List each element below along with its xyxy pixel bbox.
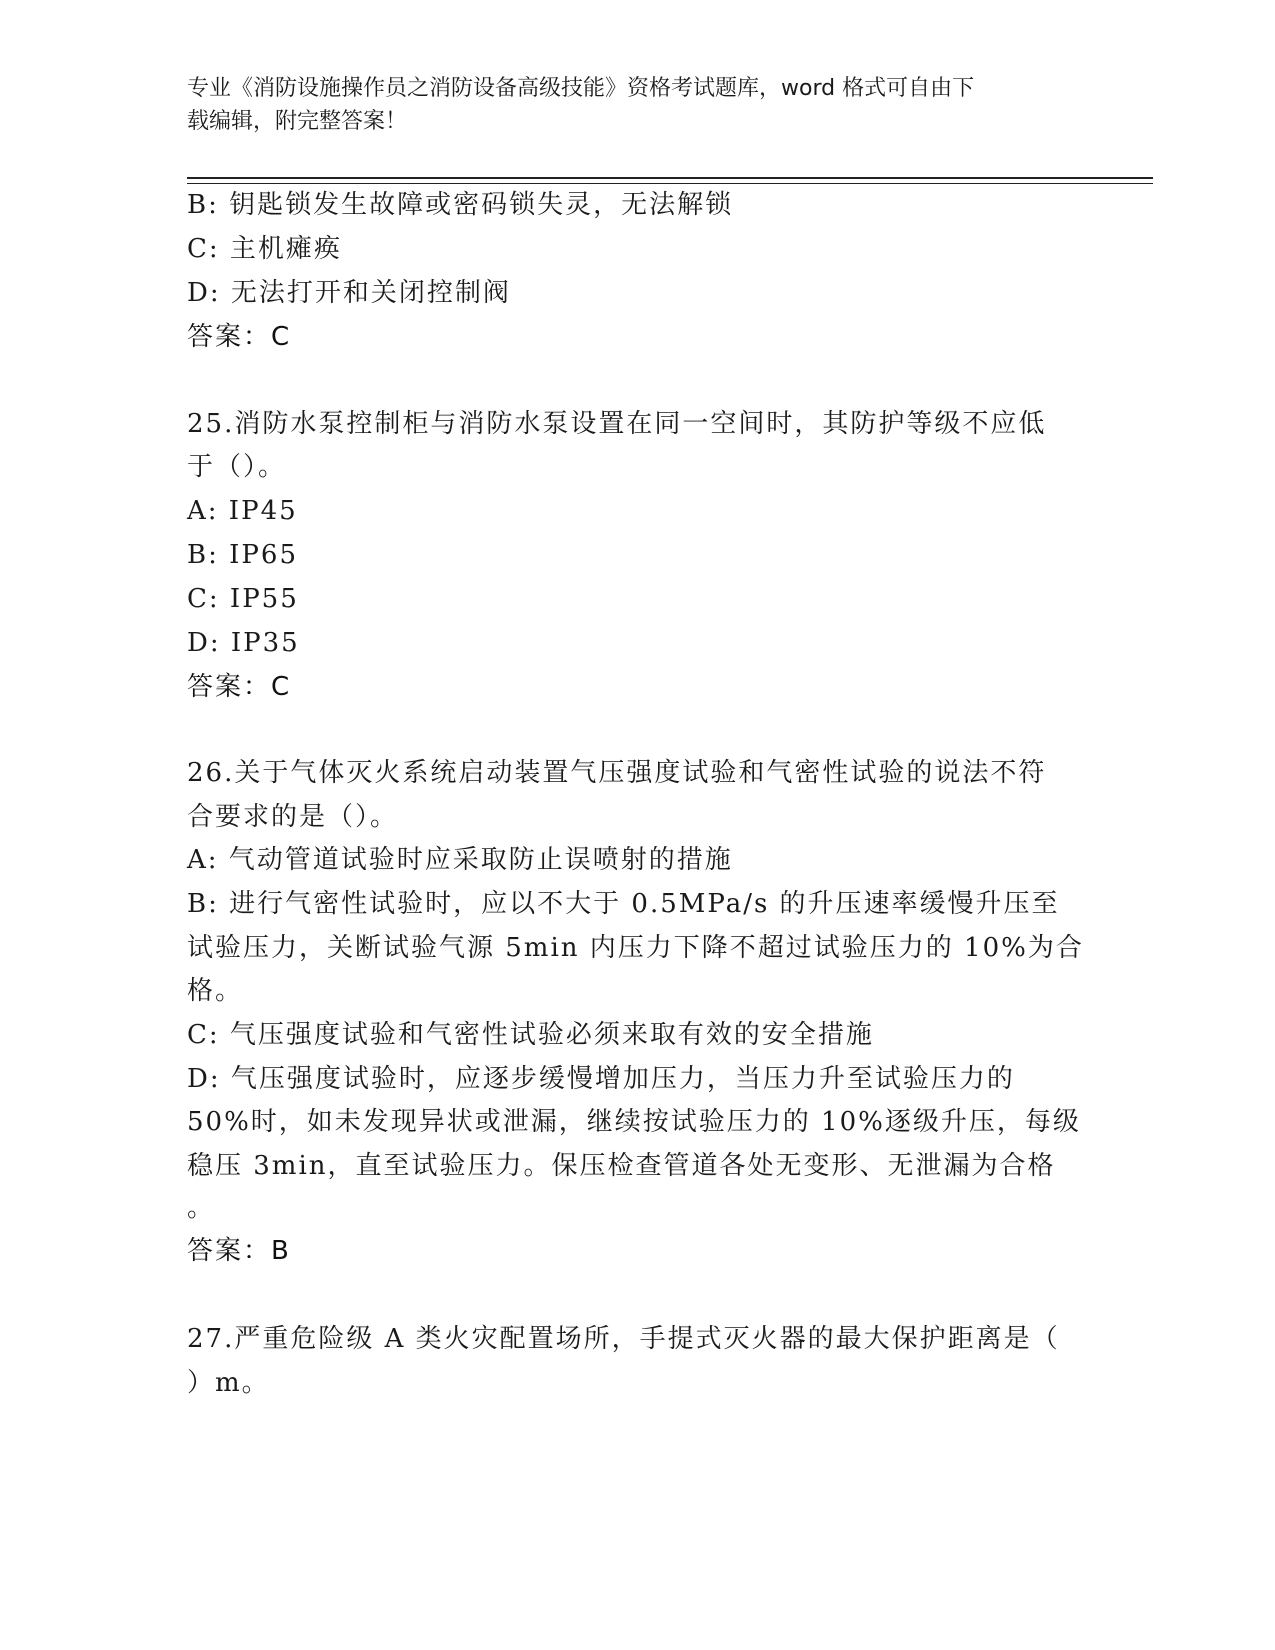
q24-option-d: D: 无法打开和关闭控制阀 <box>187 278 511 308</box>
q26-option-b-line-2: 试验压力，关断试验气源 5min 内压力下降不超过试验压力的 10%为合 <box>187 933 1084 963</box>
q26-option-c: C: 气压强度试验和气密性试验必须来取有效的安全措施 <box>187 1020 874 1050</box>
header-divider-thin <box>187 183 1153 184</box>
q25-option-c: C: IP55 <box>187 584 299 614</box>
q26-option-d-line-4: 。 <box>187 1193 216 1223</box>
q25-option-b: B: IP65 <box>187 540 298 570</box>
q27-stem-line-2: ）m。 <box>187 1368 270 1398</box>
header-line-1: 专业《消防设施操作员之消防设备高级技能》资格考试题库，word 格式可自由下 <box>187 76 975 101</box>
q26-option-d-line-3: 稳压 3min，直至试验压力。保压检查管道各处无变形、无泄漏为合格 <box>187 1151 1056 1181</box>
q26-stem-line-1: 26.关于气体灭火系统启动装置气压强度试验和气密性试验的说法不符 <box>187 758 1047 788</box>
q26-answer: 答案：B <box>187 1236 291 1266</box>
q25-answer: 答案：C <box>187 672 292 702</box>
q27-stem-line-1: 27.严重危险级 A 类火灾配置场所，手提式灭火器的最大保护距离是（ <box>187 1324 1060 1354</box>
q25-stem-line-1: 25.消防水泵控制柜与消防水泵设置在同一空间时，其防护等级不应低 <box>187 409 1047 439</box>
q25-option-d: D: IP35 <box>187 628 300 658</box>
q26-option-d-line-2: 50%时，如未发现异状或泄漏，继续按试验压力的 10%逐级升压，每级 <box>187 1107 1081 1137</box>
q24-option-c: C: 主机瘫痪 <box>187 234 342 264</box>
header-line-2: 载编辑，附完整答案！ <box>187 109 408 134</box>
q26-option-b-line-1: B: 进行气密性试验时，应以不大于 0.5MPa/s 的升压速率缓慢升压至 <box>187 889 1060 919</box>
q26-option-a: A: 气动管道试验时应采取防止误喷射的措施 <box>187 845 733 875</box>
q25-stem-line-2: 于（）。 <box>187 452 287 482</box>
q25-option-a: A: IP45 <box>187 496 298 526</box>
document-header <box>187 72 1067 138</box>
q26-option-b-line-3: 格。 <box>187 976 244 1006</box>
q24-answer: 答案：C <box>187 322 292 352</box>
header-divider-thick <box>187 177 1153 179</box>
q26-stem-line-2: 合要求的是（）。 <box>187 802 399 832</box>
q24-option-b: B: 钥匙锁发生故障或密码锁失灵，无法解锁 <box>187 190 734 220</box>
q26-option-d-line-1: D: 气压强度试验时，应逐步缓慢增加压力，当压力升至试验压力的 <box>187 1064 1015 1094</box>
